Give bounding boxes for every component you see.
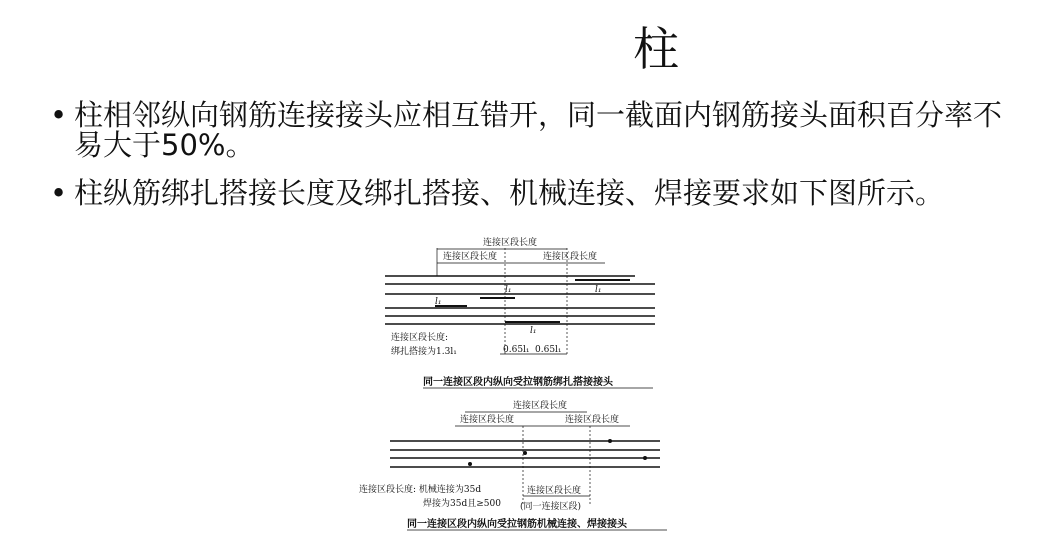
bottom-zone-left-label: 连接区段长度 (460, 415, 515, 425)
top-dim-2: 0.65l₁ (535, 345, 562, 355)
top-lap-mark: l₁ (505, 285, 512, 295)
slide-title: 柱 (633, 22, 679, 76)
bottom-dim-sub: (同一连接区段) (520, 502, 582, 512)
bottom-note-line1: 连接区段长度: 机械连接为35d (359, 485, 482, 495)
top-dim-1: 0.65l₁ (503, 345, 530, 355)
bullet-item (50, 100, 1010, 160)
bullet-list (50, 100, 1010, 226)
top-note-line1: 连接区段长度: (391, 333, 449, 343)
top-caption: 同一连接区段内纵向受拉钢筋绑扎搭接接头 (423, 377, 613, 388)
bullet-text: 柱相邻纵向钢筋连接接头应相互错开，同一截面内钢筋接头面积百分率不易大于50%。 (74, 98, 1003, 162)
bottom-joint-dot (468, 462, 472, 466)
bottom-zone-total-label: 连接区段长度 (513, 401, 568, 411)
bottom-joint-dot (643, 456, 647, 460)
bullet-dot-icon: • (50, 98, 68, 132)
bottom-joint-dot (523, 451, 527, 455)
top-zone-right-label: 连接区段长度 (543, 252, 598, 262)
top-zone-left-label: 连接区段长度 (443, 252, 498, 262)
bottom-zone-right-label: 连接区段长度 (565, 415, 620, 425)
bottom-dim-label: 连接区段长度 (527, 486, 582, 496)
top-zone-total-label: 连接区段长度 (483, 238, 538, 248)
top-lap-mark: l₁ (435, 297, 442, 307)
bullet-text: 柱纵筋绑扎搭接长度及绑扎搭接、机械连接、焊接要求如下图所示。 (74, 176, 945, 210)
rebar-splice-diagram (355, 236, 670, 542)
bottom-caption: 同一连接区段内纵向受拉钢筋机械连接、焊接接头 (407, 519, 627, 530)
bottom-joint-dot (608, 439, 612, 443)
top-lap-mark: l₁ (595, 285, 602, 295)
top-lap-mark: l₁ (530, 326, 537, 336)
bottom-note-line2: 焊接为35d且≥500 (423, 499, 501, 509)
top-note-line2: 绑扎搭接为1.3l₁ (391, 347, 457, 357)
rebar-splice-figure (355, 236, 670, 542)
bullet-dot-icon: • (50, 176, 68, 210)
bullet-item (50, 178, 1010, 208)
